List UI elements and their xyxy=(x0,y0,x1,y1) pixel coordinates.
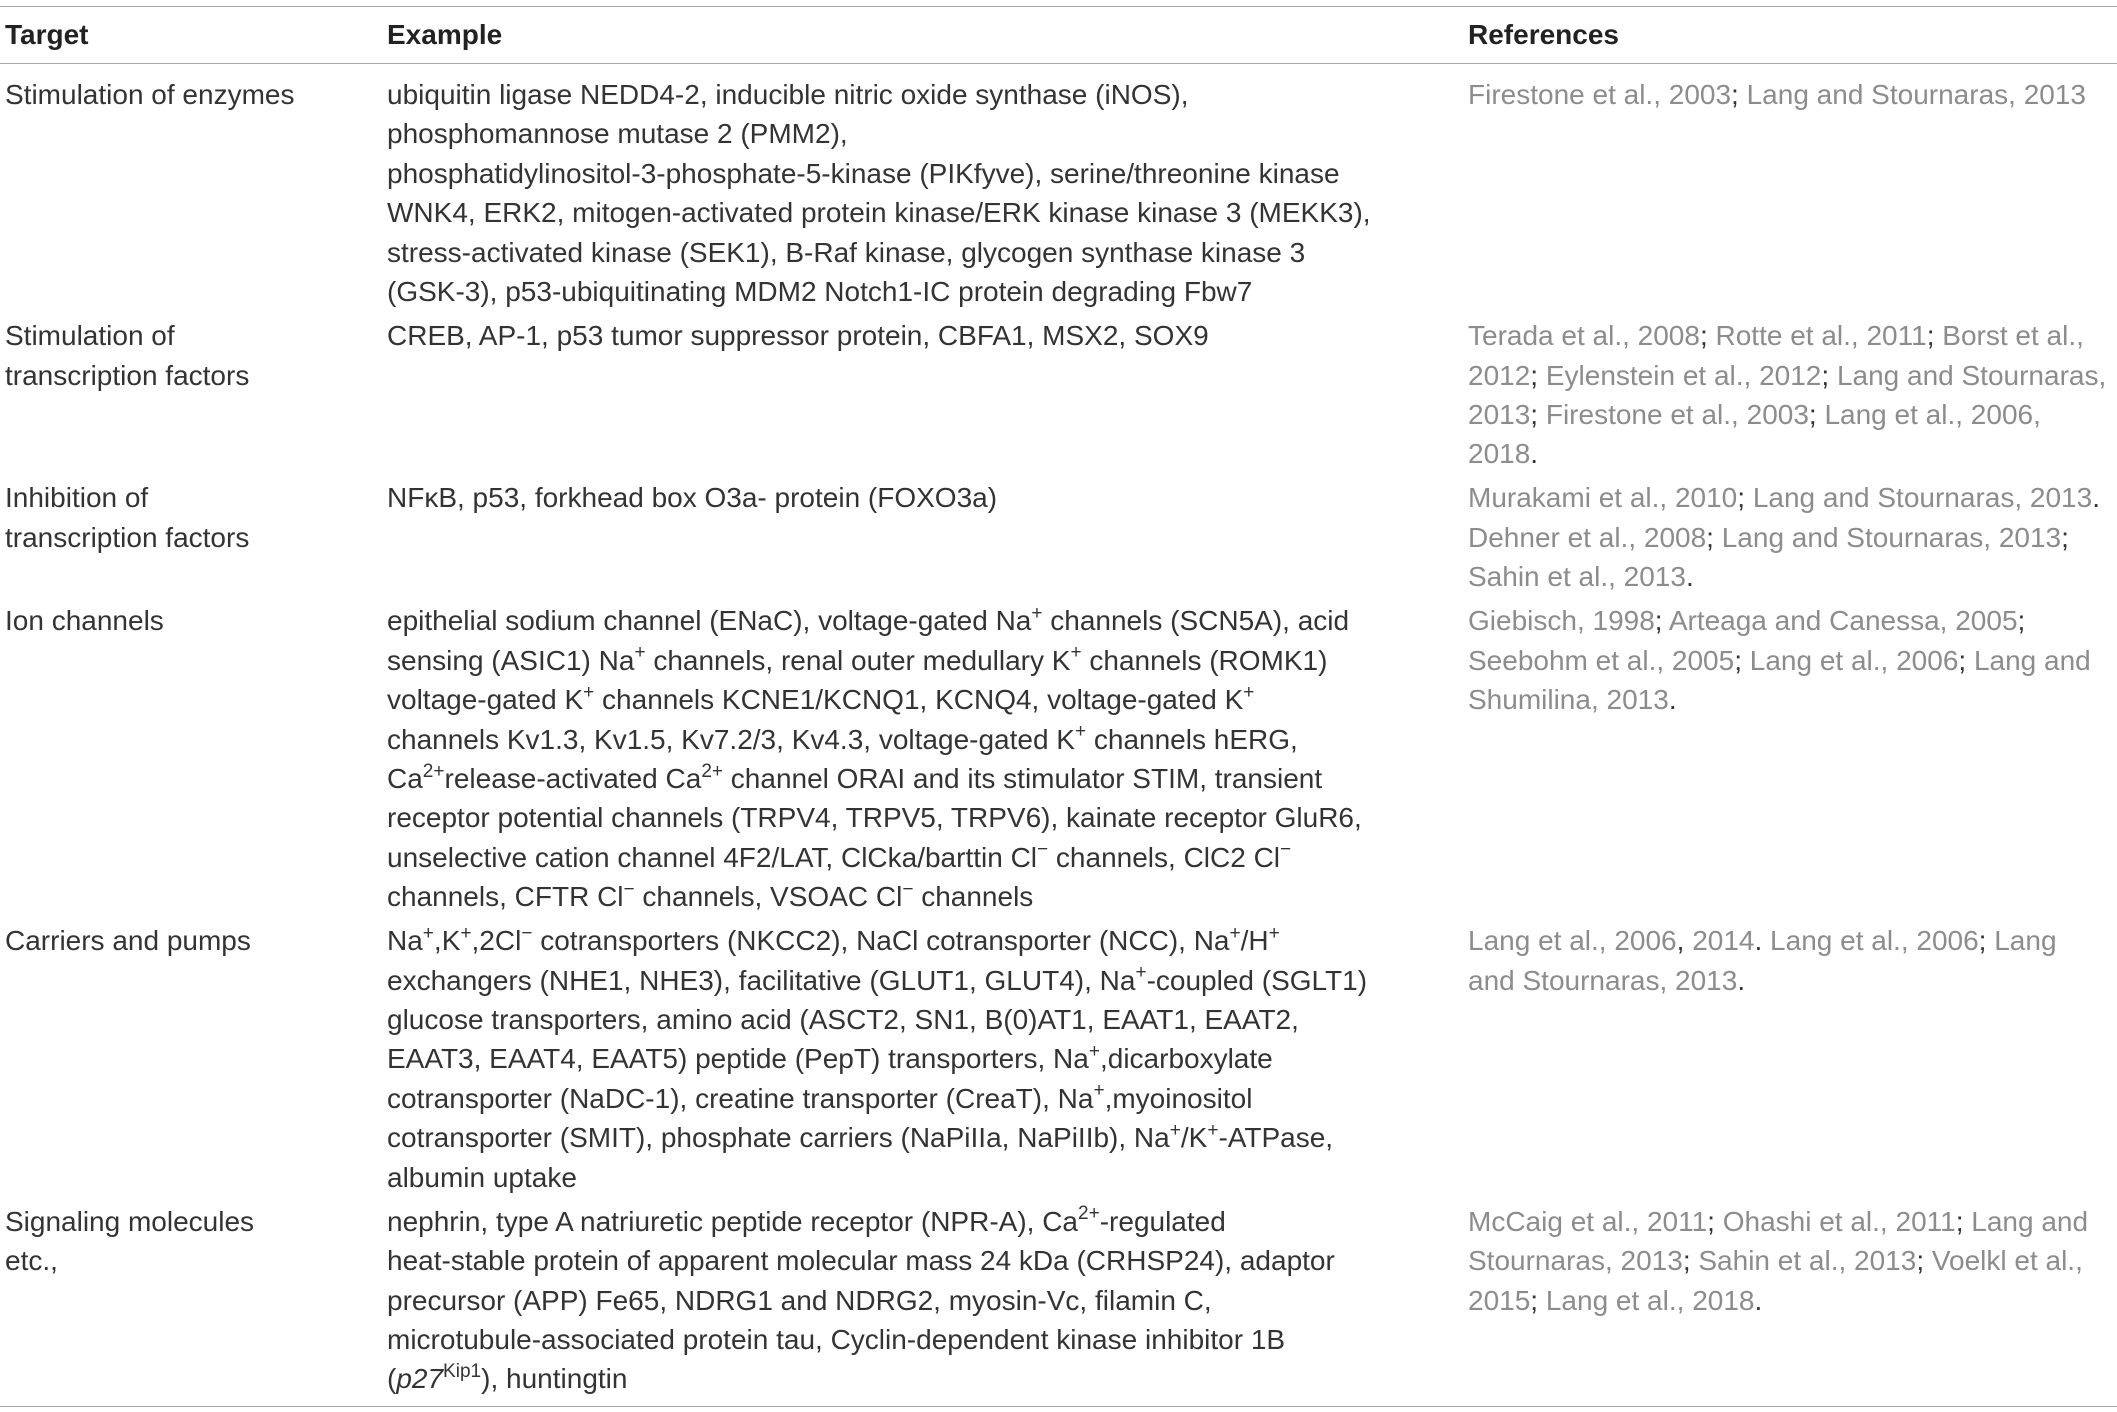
text-segment: precursor (APP) Fe65, NDRG1 and NDRG2, myosin-Vc, filamin C, xyxy=(387,1284,1212,1316)
reference-separator: ; xyxy=(2061,521,2069,553)
reference-link[interactable]: Shumilina, 2013 xyxy=(1468,684,1669,716)
reference-link[interactable]: Dehner et al., 2008 xyxy=(1468,521,1707,553)
text-segment: -regulated xyxy=(1099,1205,1226,1237)
reference-link[interactable]: Lang and xyxy=(1973,644,2091,676)
text-segment: Inhibition of xyxy=(5,482,149,514)
text-segment: channels hERG, xyxy=(1086,723,1298,755)
reference-separator: . xyxy=(1754,1284,1763,1316)
reference-separator: . xyxy=(1685,561,1694,593)
references-cell xyxy=(1468,921,2117,1197)
reference-separator: ; xyxy=(1699,320,1716,352)
text-segment: ,myoinositol xyxy=(1104,1082,1253,1114)
reference-link[interactable]: Borst et al., xyxy=(1942,320,2084,352)
cell-line xyxy=(1468,961,2117,1000)
text-segment: epithelial sodium channel (ENaC), voltage-gated Na xyxy=(387,605,1032,637)
reference-separator: ; xyxy=(1958,644,1974,676)
reference-link[interactable]: McCaig et al., 2011 xyxy=(1468,1205,1708,1237)
reference-link[interactable]: Lang et al., 2006 xyxy=(1749,644,1959,676)
superscript: + xyxy=(1074,721,1087,743)
cell-line xyxy=(1468,316,2117,355)
superscript: + xyxy=(1243,681,1255,703)
text-segment: Signaling molecules xyxy=(5,1205,255,1237)
reference-link[interactable]: Seebohm et al., 2005 xyxy=(1468,644,1735,676)
superscript: + xyxy=(1088,1041,1100,1063)
text-segment: transcription factors xyxy=(5,521,250,553)
reference-link[interactable]: 2012 xyxy=(1468,359,1531,391)
text-segment: sensing (ASIC1) Na xyxy=(387,644,635,676)
text-segment: ,dicarboxylate xyxy=(1099,1043,1273,1075)
references-cell xyxy=(1468,478,2117,596)
target-cell xyxy=(0,921,387,1197)
superscript: + xyxy=(634,642,646,664)
text-segment: channels, renal outer medullary K xyxy=(645,644,1071,676)
reference-separator: ; xyxy=(1530,359,1546,391)
text-segment: cotransporter (NaDC-1), creatine transporter (CreaT), Na xyxy=(387,1082,1094,1114)
cell-line xyxy=(387,193,1468,232)
reference-link[interactable]: Lang and Stournaras, 2013 xyxy=(1752,482,2093,514)
text-segment: -coupled (SGLT1) xyxy=(1146,964,1368,996)
references-cell xyxy=(1468,601,2117,916)
table-row xyxy=(0,1199,2117,1401)
cell-line xyxy=(387,1118,1468,1157)
table-row xyxy=(0,476,2117,599)
text-segment: stress-activated kinase (SEK1), B-Raf kinase, glycogen synthase kinase 3 xyxy=(387,236,1306,268)
text-segment: microtubule-associated protein tau, Cyclin-dependent kinase inhibitor 1B xyxy=(387,1324,1286,1355)
reference-link[interactable]: Lang and xyxy=(1971,1205,2089,1237)
text-segment: receptor potential channels (TRPV4, TRPV5, TRPV6), kainate receptor GluR6, xyxy=(387,802,1362,834)
reference-link[interactable]: Terada et al., 2008 xyxy=(1468,320,1700,352)
text-segment: phosphomannose mutase 2 (PMM2), xyxy=(387,118,848,150)
text-segment: nephrin, type A natriuretic peptide receptor (NPR-A), Ca xyxy=(387,1205,1079,1237)
text-segment: -ATPase, xyxy=(1218,1122,1334,1154)
example-cell xyxy=(387,75,1468,311)
superscript: + xyxy=(460,922,472,944)
reference-link[interactable]: Lang and Stournaras, xyxy=(1836,359,2107,391)
text-segment: channels (SCN5A), acid xyxy=(1042,605,1350,637)
cell-line xyxy=(5,1202,387,1241)
cell-line xyxy=(387,1000,1468,1039)
text-segment: transcription factors xyxy=(5,359,250,391)
reference-link[interactable]: Giebisch, 1998 xyxy=(1468,605,1655,637)
table-row xyxy=(0,73,2117,314)
cell-line xyxy=(1468,1241,2117,1280)
text-segment: channels, CFTR Cl xyxy=(387,881,624,913)
cell-line xyxy=(387,478,1468,517)
cell-line xyxy=(387,75,1468,114)
reference-separator: . xyxy=(1668,684,1677,716)
text-segment: /H xyxy=(1240,925,1269,957)
cell-line xyxy=(5,316,387,355)
text-segment: exchangers (NHE1, NHE3), facilitative (GLUT1, GLUT4), Na xyxy=(387,964,1136,996)
reference-link[interactable]: 2014 xyxy=(1692,925,1755,957)
text-segment: ), huntingtin xyxy=(481,1363,628,1395)
cell-line xyxy=(387,798,1468,837)
table-row xyxy=(0,599,2117,919)
cell-line xyxy=(387,1039,1468,1078)
column-header-references: References xyxy=(1468,19,1619,50)
table-header-row xyxy=(0,7,2117,64)
reference-link[interactable]: Sahin et al., 2013 xyxy=(1468,561,1686,593)
cell-line xyxy=(1468,518,2117,557)
target-cell xyxy=(0,1202,387,1399)
reference-separator: ; xyxy=(1926,320,1943,352)
cell-line xyxy=(387,720,1468,759)
table-row xyxy=(0,919,2117,1200)
text-segment: Stimulation of xyxy=(5,320,175,352)
cell-line xyxy=(1468,356,2117,395)
cell-line xyxy=(387,154,1468,193)
reference-link[interactable]: Lang et al., 2006 xyxy=(1468,925,1677,957)
text-segment: /K xyxy=(1180,1122,1208,1154)
target-cell xyxy=(0,316,387,474)
text-segment: Carriers and pumps xyxy=(5,925,251,957)
reference-separator: ; xyxy=(1978,925,1995,957)
cell-line xyxy=(5,75,387,114)
cell-line xyxy=(5,921,387,960)
cell-line xyxy=(5,356,387,395)
text-segment: Ion channels xyxy=(5,605,164,637)
text-segment: channels xyxy=(913,881,1034,913)
example-cell xyxy=(387,1202,1468,1399)
reference-link[interactable]: Arteaga and Canessa, 2005 xyxy=(1668,605,2018,637)
cell-line xyxy=(387,1079,1468,1118)
text-segment: ,2Cl xyxy=(471,925,522,957)
example-cell xyxy=(387,921,1468,1197)
column-header-target: Target xyxy=(5,19,89,50)
cell-line xyxy=(387,641,1468,680)
reference-separator: ; xyxy=(1916,1245,1932,1277)
cell-line xyxy=(387,921,1468,960)
reference-separator: . xyxy=(2092,482,2100,514)
superscript: + xyxy=(1031,602,1043,624)
text-segment: release-activated Ca xyxy=(444,762,702,794)
text-segment: EAAT3, EAAT4, EAAT5) peptide (PepT) transporters, Na xyxy=(387,1043,1089,1075)
superscript: + xyxy=(1093,1080,1105,1102)
cell-line xyxy=(1468,557,2117,596)
text-segment: channels KCNE1/KCNQ1, KCNQ4, voltage-gated K xyxy=(594,684,1244,716)
text-segment: NFκB, p53, forkhead box O3a- protein (FOXO3a) xyxy=(387,482,998,514)
text-segment: channel ORAI and its stimulator STIM, transient xyxy=(723,762,1323,794)
reference-separator: , xyxy=(1676,925,1693,957)
text-segment: (GSK-3), p53-ubiquitinating MDM2 Notch1-IC protein degrading Fbw7 xyxy=(387,275,1253,307)
superscript: + xyxy=(583,681,595,703)
reference-link[interactable]: Eylenstein et al., 2012 xyxy=(1545,359,1822,391)
superscript: − xyxy=(521,922,533,944)
cell-line xyxy=(387,114,1468,153)
reference-link[interactable]: Lang and Stournaras, 2013 xyxy=(1746,78,2086,110)
cell-line xyxy=(387,1281,1468,1320)
table-row xyxy=(0,314,2117,476)
reference-separator: . xyxy=(1530,438,1539,470)
reference-link[interactable]: Rotte et al., 2011 xyxy=(1715,320,1927,352)
cell-line xyxy=(1468,75,2117,114)
cell-line xyxy=(1468,1281,2117,1320)
cell-line xyxy=(387,759,1468,798)
reference-separator: ; xyxy=(1707,1205,1723,1237)
superscript: − xyxy=(623,878,635,900)
reference-separator: ; xyxy=(1821,359,1837,391)
cell-line xyxy=(387,316,1468,355)
cell-line xyxy=(5,1241,387,1280)
cell-line xyxy=(387,272,1468,311)
cell-line xyxy=(387,1202,1468,1241)
reference-link[interactable]: 2015 xyxy=(1468,1284,1531,1316)
text-segment: channels, ClC2 Cl xyxy=(1048,841,1281,873)
cell-line xyxy=(1468,921,2117,960)
reference-link[interactable]: Lang et al., 2018 xyxy=(1545,1284,1755,1316)
reference-link[interactable]: 2018 xyxy=(1468,438,1531,470)
cell-line xyxy=(1468,478,2117,517)
target-cell xyxy=(0,478,387,596)
cell-line xyxy=(5,601,387,640)
table-body xyxy=(0,64,2117,1406)
cell-line xyxy=(1468,601,2117,640)
reference-link[interactable]: Lang et al., 2006 xyxy=(1770,925,1979,957)
data-table xyxy=(0,6,2117,1407)
text-segment: cotransporter (SMIT), phosphate carriers (NaPiIIa, NaPiIIb), Na xyxy=(387,1122,1170,1154)
reference-link[interactable]: Firestone et al., 2003 xyxy=(1545,398,1809,430)
superscript: − xyxy=(1037,839,1049,861)
reference-link[interactable]: 2013 xyxy=(1468,398,1531,430)
superscript: + xyxy=(1268,922,1280,944)
text-segment: voltage-gated K xyxy=(387,684,584,716)
cell-line xyxy=(1468,641,2117,680)
text-segment: WNK4, ERK2, mitogen-activated protein kinase/ERK kinase kinase 3 (MEKK3), xyxy=(387,197,1371,229)
superscript: Kip1 xyxy=(443,1360,482,1382)
cell-line xyxy=(387,877,1468,916)
text-segment: CREB, AP-1, p53 tumor suppressor protein, CBFA1, MSX2, SOX9 xyxy=(387,320,1209,352)
superscript: + xyxy=(422,922,434,944)
superscript: − xyxy=(902,878,914,900)
reference-link[interactable]: Sahin et al., 2013 xyxy=(1698,1245,1917,1277)
reference-link[interactable]: Stournaras, 2013 xyxy=(1468,1245,1683,1277)
superscript: + xyxy=(1135,962,1147,984)
reference-separator: ; xyxy=(1734,644,1750,676)
cell-line xyxy=(387,838,1468,877)
example-cell xyxy=(387,478,1468,596)
superscript: − xyxy=(1280,839,1292,861)
cell-line xyxy=(387,1158,1468,1197)
text-segment: heat-stable protein of apparent molecular mass 24 kDa (CRHSP24), adaptor xyxy=(387,1245,1335,1277)
text-segment: Ca xyxy=(387,762,423,794)
reference-separator: ; xyxy=(1530,398,1546,430)
cell-line xyxy=(5,518,387,557)
superscript: 2+ xyxy=(422,760,445,782)
text-segment: cotransporters (NKCC2), NaCl cotransporter (NCC), Na xyxy=(532,925,1230,957)
text-segment: channels (ROMK1) xyxy=(1081,644,1328,676)
superscript: + xyxy=(1169,1119,1181,1141)
reference-separator: ; xyxy=(1682,1245,1699,1277)
text-segment: channels Kv1.3, Kv1.5, Kv7.2/3, Kv4.3, voltage-gated K xyxy=(387,723,1075,755)
reference-separator: . xyxy=(1737,964,1746,996)
example-cell xyxy=(387,316,1468,474)
cell-line xyxy=(387,680,1468,719)
cell-line xyxy=(387,961,1468,1000)
cell-line xyxy=(1468,434,2117,473)
text-segment: glucose transporters, amino acid (ASCT2, SN1, B(0)AT1, EAAT1, EAAT2, xyxy=(387,1004,1299,1036)
italic-text: p27 xyxy=(396,1363,444,1395)
target-cell xyxy=(0,601,387,916)
reference-link[interactable]: Murakami et al., 2010 xyxy=(1468,482,1738,514)
reference-separator: ; xyxy=(2017,605,2026,637)
reference-separator: . xyxy=(1754,925,1771,957)
text-segment: etc., xyxy=(5,1245,58,1277)
reference-separator: ; xyxy=(1955,1205,1972,1237)
references-cell xyxy=(1468,316,2117,474)
references-cell xyxy=(1468,75,2117,311)
reference-separator: ; xyxy=(1706,521,1722,553)
cell-line xyxy=(387,601,1468,640)
text-segment: phosphatidylinositol-3-phosphate-5-kinase (PIKfyve), serine/threonine kinase xyxy=(387,157,1340,189)
text-segment: albumin uptake xyxy=(387,1161,577,1193)
cell-line xyxy=(387,1320,1468,1359)
reference-separator: ; xyxy=(1654,605,1669,637)
cell-line xyxy=(1468,1202,2117,1241)
cell-line xyxy=(5,478,387,517)
superscript: 2+ xyxy=(1078,1203,1100,1225)
text-segment: unselective cation channel 4F2/LAT, ClCka/barttin Cl xyxy=(387,841,1038,873)
reference-link[interactable]: Lang et al., 2006, xyxy=(1824,398,2041,430)
target-cell xyxy=(0,75,387,311)
text-segment: Stimulation of enzymes xyxy=(5,78,295,110)
cell-line xyxy=(1468,680,2117,719)
reference-separator: ; xyxy=(1808,398,1825,430)
text-segment: Na xyxy=(387,925,423,957)
text-segment: ( xyxy=(387,1363,397,1395)
reference-link[interactable]: Firestone et al., 2003 xyxy=(1468,78,1732,110)
reference-separator: ; xyxy=(1530,1284,1546,1316)
column-header-example: Example xyxy=(387,19,503,50)
text-segment: channels, VSOAC Cl xyxy=(634,881,903,913)
reference-link[interactable]: and Stournaras, 2013 xyxy=(1468,964,1738,996)
superscript: 2+ xyxy=(701,760,724,782)
cell-line xyxy=(387,233,1468,272)
reference-link[interactable]: Ohashi et al., 2011 xyxy=(1722,1205,1956,1237)
reference-separator: ; xyxy=(1731,78,1747,110)
text-segment: ,K xyxy=(433,925,461,957)
superscript: + xyxy=(1207,1119,1219,1141)
superscript: + xyxy=(1070,642,1082,664)
cell-line xyxy=(387,1241,1468,1280)
example-cell xyxy=(387,601,1468,916)
superscript: + xyxy=(1229,922,1241,944)
cell-line xyxy=(1468,395,2117,434)
reference-link[interactable]: Lang xyxy=(1994,925,2057,957)
cell-line xyxy=(387,1359,1468,1398)
references-cell xyxy=(1468,1202,2117,1399)
reference-separator: ; xyxy=(1737,482,1753,514)
reference-link[interactable]: Voelkl et al., xyxy=(1931,1245,2083,1277)
reference-link[interactable]: Lang and Stournaras, 2013 xyxy=(1721,521,2062,553)
text-segment: ubiquitin ligase NEDD4-2, inducible nitric oxide synthase (iNOS), xyxy=(387,78,1189,110)
